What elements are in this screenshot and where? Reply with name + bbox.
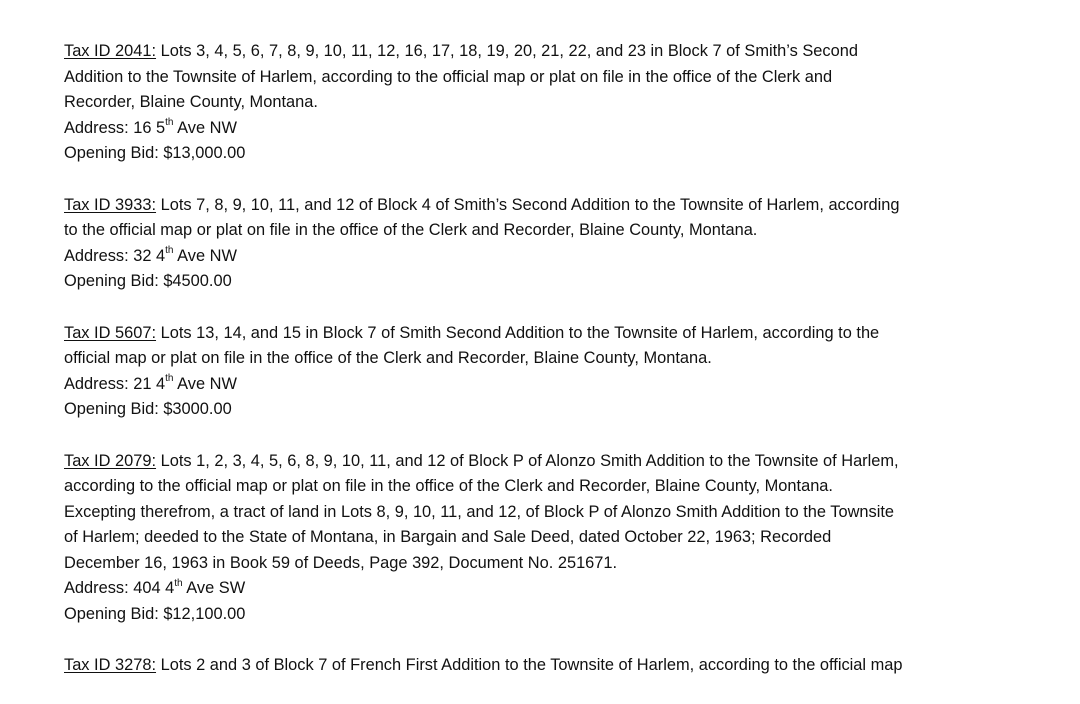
legal-description-line: December 16, 1963 in Book 59 of Deeds, Page 392, Document No. 251671.	[64, 553, 618, 572]
address-line: Address: 404 4th Ave SW	[64, 578, 246, 598]
tax-id-label: Tax ID 2041:	[64, 42, 157, 60]
legal-description-line: Tax ID 3933: Lots 7, 8, 9, 10, 11, and 12 of Block 4 of Smith’s Second Addition to the Townsite of Harlem, according	[64, 195, 900, 214]
legal-description-line: according to the official map or plat on file in the office of the Clerk and Recorder, Blaine County, Montana.	[64, 477, 833, 496]
legal-description-line: official map or plat on file in the office of the Clerk and Recorder, Blaine County, Montana.	[64, 349, 712, 368]
tax-id-label: Tax ID 2079:	[64, 451, 157, 470]
tax-id-label: Tax ID 3933:	[64, 195, 157, 214]
legal-description-line: Addition to the Townsite of Harlem, according to the official map or plat on file in the office of the Clerk and	[64, 67, 833, 86]
opening-bid-line: Opening Bid: $4500.00	[64, 272, 232, 291]
document-page	[64, 39, 1039, 704]
legal-description-line: Excepting therefrom, a tract of land in Lots 8, 9, 10, 11, and 12, of Block P of Alonzo Smith Addition to the Townsite	[64, 502, 895, 521]
tax-id-label: Tax ID 3278:	[64, 656, 157, 675]
address-line: Address: 16 5th Ave NW	[64, 117, 237, 137]
legal-description-line: Tax ID 5607: Lots 13, 14, and 15 in Block 7 of Smith Second Addition to the Townsite of Harlem, according to the	[64, 323, 880, 342]
parcel-entry-2079	[64, 449, 1039, 628]
legal-description-line: Recorder, Blaine County, Montana.	[64, 93, 318, 112]
parcel-entry-3933	[64, 193, 1039, 295]
parcel-entry-3278	[64, 653, 1039, 679]
legal-description-line: to the official map or plat on file in the office of the Clerk and Recorder, Blaine County, Montana.	[64, 221, 758, 240]
opening-bid-line: Opening Bid: $13,000.00	[64, 144, 246, 163]
address-line: Address: 32 4th Ave NW	[64, 245, 237, 265]
legal-description-line: Tax ID 2079: Lots 1, 2, 3, 4, 5, 6, 8, 9, 10, 11, and 12 of Block P of Alonzo Smith Addition to the Townsite of Harlem,	[64, 451, 899, 470]
tax-id-label: Tax ID 5607:	[64, 323, 157, 342]
parcel-entry-5607	[64, 321, 1039, 423]
opening-bid-line: Opening Bid: $12,100.00	[64, 605, 246, 624]
parcel-entry-2041	[64, 39, 1039, 167]
legal-description-line: Tax ID 2041: Lots 3, 4, 5, 6, 7, 8, 9, 10, 11, 12, 16, 17, 18, 19, 20, 21, 22, and 23 in Block 7 of Smith’s Second	[64, 42, 858, 60]
opening-bid-line: Opening Bid: $3000.00	[64, 400, 232, 419]
address-line: Address: 21 4th Ave NW	[64, 373, 237, 393]
legal-description-line: Tax ID 3278: Lots 2 and 3 of Block 7 of French First Addition to the Townsite of Harlem, according to the official map	[64, 656, 903, 675]
legal-description-line: of Harlem; deeded to the State of Montana, in Bargain and Sale Deed, dated October 22, 1963; Recorded	[64, 528, 832, 547]
